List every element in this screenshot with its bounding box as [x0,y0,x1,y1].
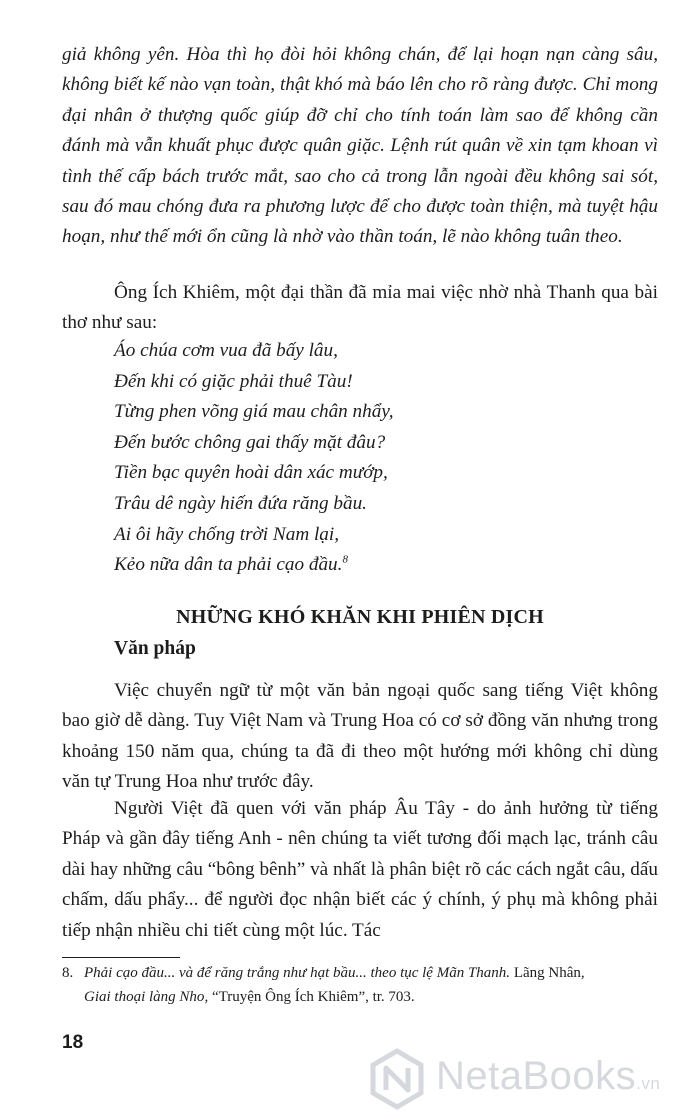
footnote-book-title: Giai thoại làng Nho [84,988,205,1005]
footnote-reference[interactable]: 8 [342,553,348,566]
quoted-letter-paragraph: giả không yên. Hòa thì họ đòi hỏi không chán, để lại hoạn nạn càng sâu, không biết kế nào vạn toàn, thật khó mà báo lên cho rõ ràng được. Chỉ mong đại nhân ở thượng quốc giúp đỡ chỉ cho tính toán làm sao để không cần đánh mà vẫn khuất phục được quân giặc. Lệnh rút quân về xin tạm khoan vì tình thế cấp bách trước mắt, sao cho cả trong lẫn ngoài đều không sai sót, sau đó mau chóng đưa ra phương lược để cho được toàn thiện, mà tuyệt hậu hoạn, như thế mới ổn cũng là nhờ vào thần toán, lẽ nào không tuân theo. [62,44,658,248]
poem-line: Ai ôi hãy chống trời Nam lại, [114,523,340,545]
subsection-heading: Văn pháp [114,638,196,659]
watermark-suffix: .vn [636,1074,661,1093]
footnote-number: 8. [62,965,74,981]
poem [114,336,594,581]
poem-line: Đến bước chông gai thấy mặt đâu? [114,431,386,453]
footnote-quote: Phải cạo đầu... và để răng trắng như hạt bầu... theo tục lệ Mãn Thanh. [84,965,511,981]
poem-line: Tiền bạc quyên hoài dân xác mướp, [114,462,388,484]
poem-line-text: Kẻo nữa dân ta phải cạo đầu. [114,554,343,576]
intro-paragraph: Ông Ích Khiêm, một đại thần đã mỉa mai việc nhờ nhà Thanh qua bài thơ như sau: [62,282,658,334]
section-heading: NHỮNG KHÓ KHĂN KHI PHIÊN DỊCH [176,606,544,628]
body-paragraph: Việc chuyển ngữ từ một văn bản ngoại quốc sang tiếng Việt không bao giờ dễ dàng. Tuy Việt Nam và Trung Hoa có cơ sở đồng văn nhưng trong khoảng 150 năm qua, chúng ta đã đi theo một hướng mới không chỉ dùng văn tự Trung Hoa như trước đây. [62,680,658,793]
footnote-citation: , “Truyện Ông Ích Khiêm”, tr. 703. [204,988,415,1005]
footnote-divider [62,957,180,958]
watermark [366,1048,696,1108]
neta-hexagon-logo-icon [366,1048,428,1110]
poem-line: Áo chúa cơm vua đã bấy lâu, [114,340,338,361]
body-paragraph: Người Việt đã quen với văn pháp Âu Tây - do ảnh hưởng từ tiếng Pháp và gần đây tiếng Anh - nên chúng ta viết tương đối mạch lạc, tránh câu dài hay những câu “bông bênh” và nhất là phân biệt rõ các cách ngắt câu, dấu chấm, dấu phẩy... để người đọc nhận biết các ý chính, ý phụ mà không phải tiếp nhận nhiều chi tiết cùng một lúc. Tác [62,798,658,941]
poem-line: Từng phen võng giá mau chân nhẩy, [114,401,394,423]
poem-line: Trâu dê ngày hiến đứa răng bầu. [114,492,367,514]
poem-line: Đến khi có giặc phải thuê Tàu! [114,370,353,392]
footnote [62,962,662,1009]
footnote-author: Lãng Nhân, [513,965,585,981]
watermark-brand: NetaBooks [436,1054,637,1098]
poem-line-last [114,550,594,581]
watermark-text [436,1054,660,1099]
page-number: 18 [62,1032,84,1053]
